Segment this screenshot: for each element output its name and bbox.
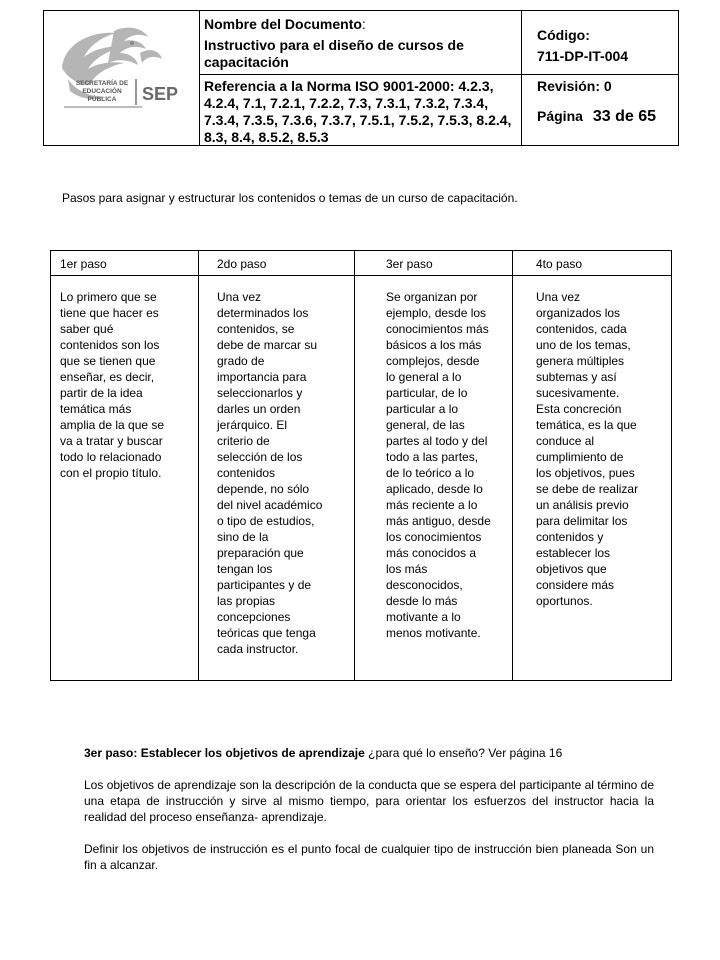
step-1-body: [60, 289, 164, 481]
step-1-title: 1er paso: [60, 257, 107, 271]
step-line: todo lo relacionado: [60, 450, 162, 464]
step-line: Esta concreción: [536, 402, 622, 416]
logo-text-2: EDUCACIÓN: [82, 88, 122, 95]
step-line: todo a las partes,: [386, 450, 479, 464]
logo-sep-text: SEP: [142, 84, 179, 104]
code-label: Código:: [537, 27, 590, 43]
page-number: Página 33 de 65: [537, 108, 657, 125]
step-line: depende, no sólo: [217, 482, 310, 496]
step-line: un análisis previo: [536, 498, 629, 512]
objectives-paragraph: Los objetivos de aprendizaje son la descripción de la conducta que se espera del participante al término de una etapa de instrucción y sirve al mismo tiempo, para orientar los esfuerzos del instructor hacia la realidad del proceso enseñanza- aprendizaje.: [84, 778, 654, 824]
step-line: con el propio título.: [60, 466, 162, 480]
logo-cell: [44, 11, 200, 145]
step-line: jerárquico. El: [217, 418, 288, 432]
iso-reference: Referencia a la Norma ISO 9001-2000: 4.2.3, 4.2.4, 7.1, 7.2.1, 7.2.2, 7.3, 7.3.1, 7.3.2, 7.3.4, 7.3.4, 7.3.5, 7.3.6, 7.3.7, 7.5.1, 7.5.2, 7.5.3, 8.2.4, 8.3, 8.4, 8.5.2, 8.5.3: [204, 78, 512, 145]
step-line: contenidos, cada: [536, 322, 627, 336]
definition-paragraph: Definir los objetivos de instrucción es el punto focal de cualquier tipo de instrucción bien planeada Son un fin a alcanzar.: [84, 842, 654, 872]
step-line: debe de marcar su: [217, 338, 318, 352]
step-line: saber qué: [60, 322, 114, 336]
step-line: participantes y de: [217, 578, 312, 592]
step-4-body: [536, 289, 638, 609]
step-line: teóricas que tenga: [217, 626, 316, 640]
step-line: más conocidos a: [386, 546, 477, 560]
header-right-cell: [521, 11, 678, 145]
step-line: contenidos son los: [60, 338, 160, 352]
step-line: darles un orden: [217, 402, 301, 416]
step-line: se debe de realizar: [536, 482, 639, 496]
step-line: que se tienen que: [60, 354, 156, 368]
step-line: tiene que hacer es: [60, 306, 159, 320]
step-line: los conocimientos: [386, 530, 482, 544]
step-line: Se organizan por: [386, 290, 478, 304]
code-value: 711-DP-IT-004: [537, 48, 629, 64]
step-line: más reciente a lo: [386, 498, 478, 512]
step-line: conocimientos más: [386, 322, 489, 336]
step-line: determinados los: [217, 306, 309, 320]
step-line: grado de: [217, 354, 265, 368]
document-name-value: Instructivo para el diseño de cursos de capacitación: [204, 37, 464, 70]
step-line: del nivel académico: [217, 498, 323, 512]
step-line: o tipo de estudios,: [217, 514, 315, 528]
step-line: los más: [386, 562, 428, 576]
document-header: [43, 10, 679, 146]
step-line: uno de los temas,: [536, 338, 631, 352]
step-line: va a tratar y buscar: [60, 434, 163, 448]
step3-heading: 3er paso: Establecer los objetivos de aprendizaje ¿para qué lo enseño? Ver página 16: [84, 746, 563, 760]
step-line: cumplimiento de: [536, 450, 624, 464]
step-line: sino de la: [217, 530, 269, 544]
step-line: organizados los: [536, 306, 621, 320]
step-line: menos motivante.: [386, 626, 481, 640]
step-3-body: [386, 289, 491, 641]
step-line: particular, de lo: [386, 386, 468, 400]
step-line: general, de las: [386, 418, 465, 432]
step-line: preparación que: [217, 546, 304, 560]
document-name-label: Nombre del Documento:: [204, 16, 366, 32]
sep-logo: [54, 23, 194, 133]
step-line: amplia de la que se: [60, 418, 165, 432]
step-line: concepciones: [217, 610, 291, 624]
step-line: los objetivos, pues: [536, 466, 635, 480]
step-line: lo general a lo: [386, 370, 462, 384]
steps-table: [50, 250, 672, 681]
step-3-title: 3er paso: [386, 257, 433, 271]
step-line: enseñar, es decir,: [60, 370, 155, 384]
step-line: temática, es la que: [536, 418, 637, 432]
step-line: particular a lo: [386, 402, 459, 416]
step-line: seleccionarlos y: [217, 386, 303, 400]
step-line: temática más: [60, 402, 132, 416]
step-line: importancia para: [217, 370, 307, 384]
step-line: contenidos, se: [217, 322, 295, 336]
step-line: básicos a los más: [386, 338, 482, 352]
step-line: Una vez: [536, 290, 581, 304]
step-line: más antiguo, desde: [386, 514, 491, 528]
step-line: conduce al: [536, 434, 595, 448]
step-line: partes al todo y del: [386, 434, 488, 448]
step-line: contenidos: [217, 466, 276, 480]
step-line: para delimitar los: [536, 514, 628, 528]
step-line: las propias: [217, 594, 276, 608]
step-line: de lo teórico a lo: [386, 466, 475, 480]
step-line: objetivos que: [536, 562, 607, 576]
step-line: ejemplo, desde los: [386, 306, 487, 320]
step-line: desconocidos,: [386, 578, 463, 592]
step-line: desde lo más: [386, 594, 458, 608]
step-line: establecer los: [536, 546, 611, 560]
revision: Revisión: 0: [537, 78, 612, 94]
step-line: genera múltiples: [536, 354, 625, 368]
step-line: Lo primero que se: [60, 290, 157, 304]
logo-text-1: SECRETARÍA DE: [75, 80, 129, 87]
step-line: motivante a lo: [386, 610, 461, 624]
step-2-body: [217, 289, 322, 657]
step-4-title: 4to paso: [536, 257, 583, 271]
step-line: Una vez: [217, 290, 262, 304]
step-line: contenidos y: [536, 530, 604, 544]
step-line: subtemas y así: [536, 370, 617, 384]
step-line: partir de la idea: [60, 386, 143, 400]
step-line: oportunos.: [536, 594, 593, 608]
step-line: considere más: [536, 578, 615, 592]
step-2-title: 2do paso: [217, 257, 267, 271]
step-line: aplicado, desde lo: [386, 482, 483, 496]
step-line: sucesivamente.: [536, 386, 620, 400]
step-line: criterio de: [217, 434, 270, 448]
header-middle-cell: [199, 11, 522, 145]
step-line: tengan los: [217, 562, 273, 576]
step-line: complejos, desde: [386, 354, 480, 368]
intro-text: Pasos para asignar y estructurar los contenidos o temas de un curso de capacitación.: [62, 191, 518, 205]
step-line: selección de los: [217, 450, 303, 464]
step-line: cada instructor.: [217, 642, 299, 656]
logo-text-3: PÚBLICA: [87, 96, 117, 103]
